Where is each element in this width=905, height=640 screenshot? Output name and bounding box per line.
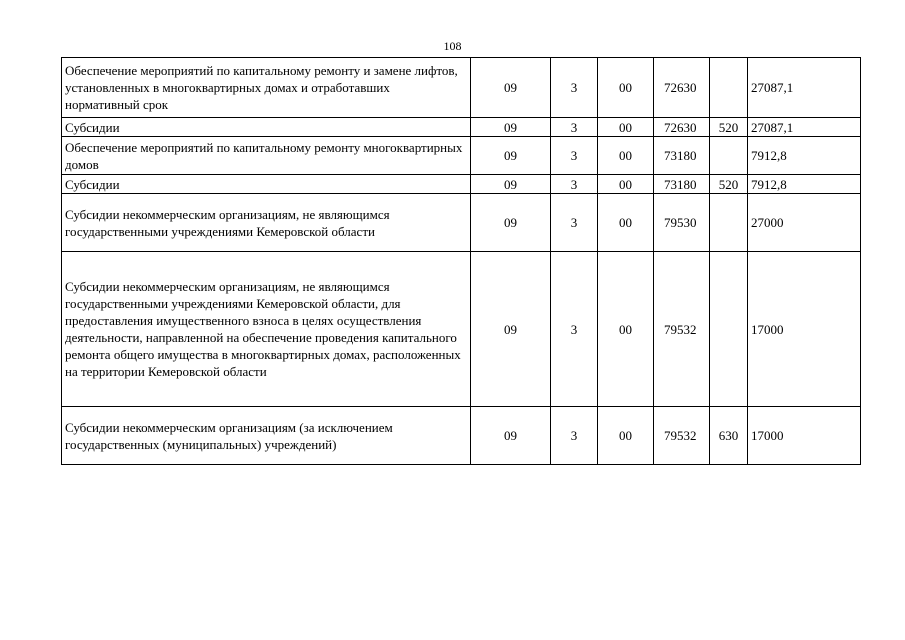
row-cs1: 00 xyxy=(598,137,654,175)
row-cs1: 00 xyxy=(598,118,654,137)
row-rz: 09 xyxy=(471,175,551,194)
row-cs1: 00 xyxy=(598,252,654,407)
budget-table xyxy=(61,57,861,465)
row-cs2: 79532 xyxy=(654,252,710,407)
table-row xyxy=(62,58,861,118)
row-sum: 7912,8 xyxy=(748,175,861,194)
row-sum: 27087,1 xyxy=(748,58,861,118)
row-name: Субсидии некоммерческим организациям, не являющимся государственными учреждениями Кемеровской области xyxy=(62,194,471,252)
row-rz: 09 xyxy=(471,252,551,407)
table-row xyxy=(62,175,861,194)
row-sum: 7912,8 xyxy=(748,137,861,175)
row-name: Обеспечение мероприятий по капитальному ремонту многоквартирных домов xyxy=(62,137,471,175)
row-sum: 17000 xyxy=(748,252,861,407)
row-name: Субсидии некоммерческим организациям (за исключением государственных (муниципальных) учреждений) xyxy=(62,407,471,465)
row-name: Субсидии некоммерческим организациям, не являющимся государственными учреждениями Кемеровской области, для предоставления имущественного взноса в целях осуществления деятельности, направленной на обеспечение проведения капитального ремонта общего имущества в многоквартирных домах, расположенных на территории Кемеровской области xyxy=(62,252,471,407)
row-rz: 09 xyxy=(471,137,551,175)
row-cs2: 73180 xyxy=(654,137,710,175)
table-row xyxy=(62,407,861,465)
table-row xyxy=(62,194,861,252)
row-name: Обеспечение мероприятий по капитальному ремонту и замене лифтов, установленных в многоквартирных домах и отработавших нормативный срок xyxy=(62,58,471,118)
row-cs2: 72630 xyxy=(654,118,710,137)
row-vr: 520 xyxy=(710,118,748,137)
row-vr xyxy=(710,58,748,118)
row-pr: 3 xyxy=(551,194,598,252)
row-rz: 09 xyxy=(471,58,551,118)
row-sum: 27087,1 xyxy=(748,118,861,137)
row-cs2: 79532 xyxy=(654,407,710,465)
page-number: 108 xyxy=(443,39,462,53)
row-cs2: 79530 xyxy=(654,194,710,252)
row-pr: 3 xyxy=(551,407,598,465)
row-sum: 27000 xyxy=(748,194,861,252)
row-rz: 09 xyxy=(471,194,551,252)
row-cs2: 73180 xyxy=(654,175,710,194)
row-pr: 3 xyxy=(551,118,598,137)
row-vr xyxy=(710,194,748,252)
row-cs1: 00 xyxy=(598,58,654,118)
row-cs1: 00 xyxy=(598,194,654,252)
row-vr: 630 xyxy=(710,407,748,465)
row-vr: 520 xyxy=(710,175,748,194)
row-pr: 3 xyxy=(551,137,598,175)
table-row xyxy=(62,252,861,407)
row-name: Субсидии xyxy=(62,118,471,137)
table-row xyxy=(62,118,861,137)
row-name: Субсидии xyxy=(62,175,471,194)
row-pr: 3 xyxy=(551,58,598,118)
row-rz: 09 xyxy=(471,407,551,465)
row-pr: 3 xyxy=(551,252,598,407)
row-sum: 17000 xyxy=(748,407,861,465)
row-cs1: 00 xyxy=(598,175,654,194)
row-cs1: 00 xyxy=(598,407,654,465)
row-vr xyxy=(710,137,748,175)
row-rz: 09 xyxy=(471,118,551,137)
row-cs2: 72630 xyxy=(654,58,710,118)
row-vr xyxy=(710,252,748,407)
table-row xyxy=(62,137,861,175)
row-pr: 3 xyxy=(551,175,598,194)
